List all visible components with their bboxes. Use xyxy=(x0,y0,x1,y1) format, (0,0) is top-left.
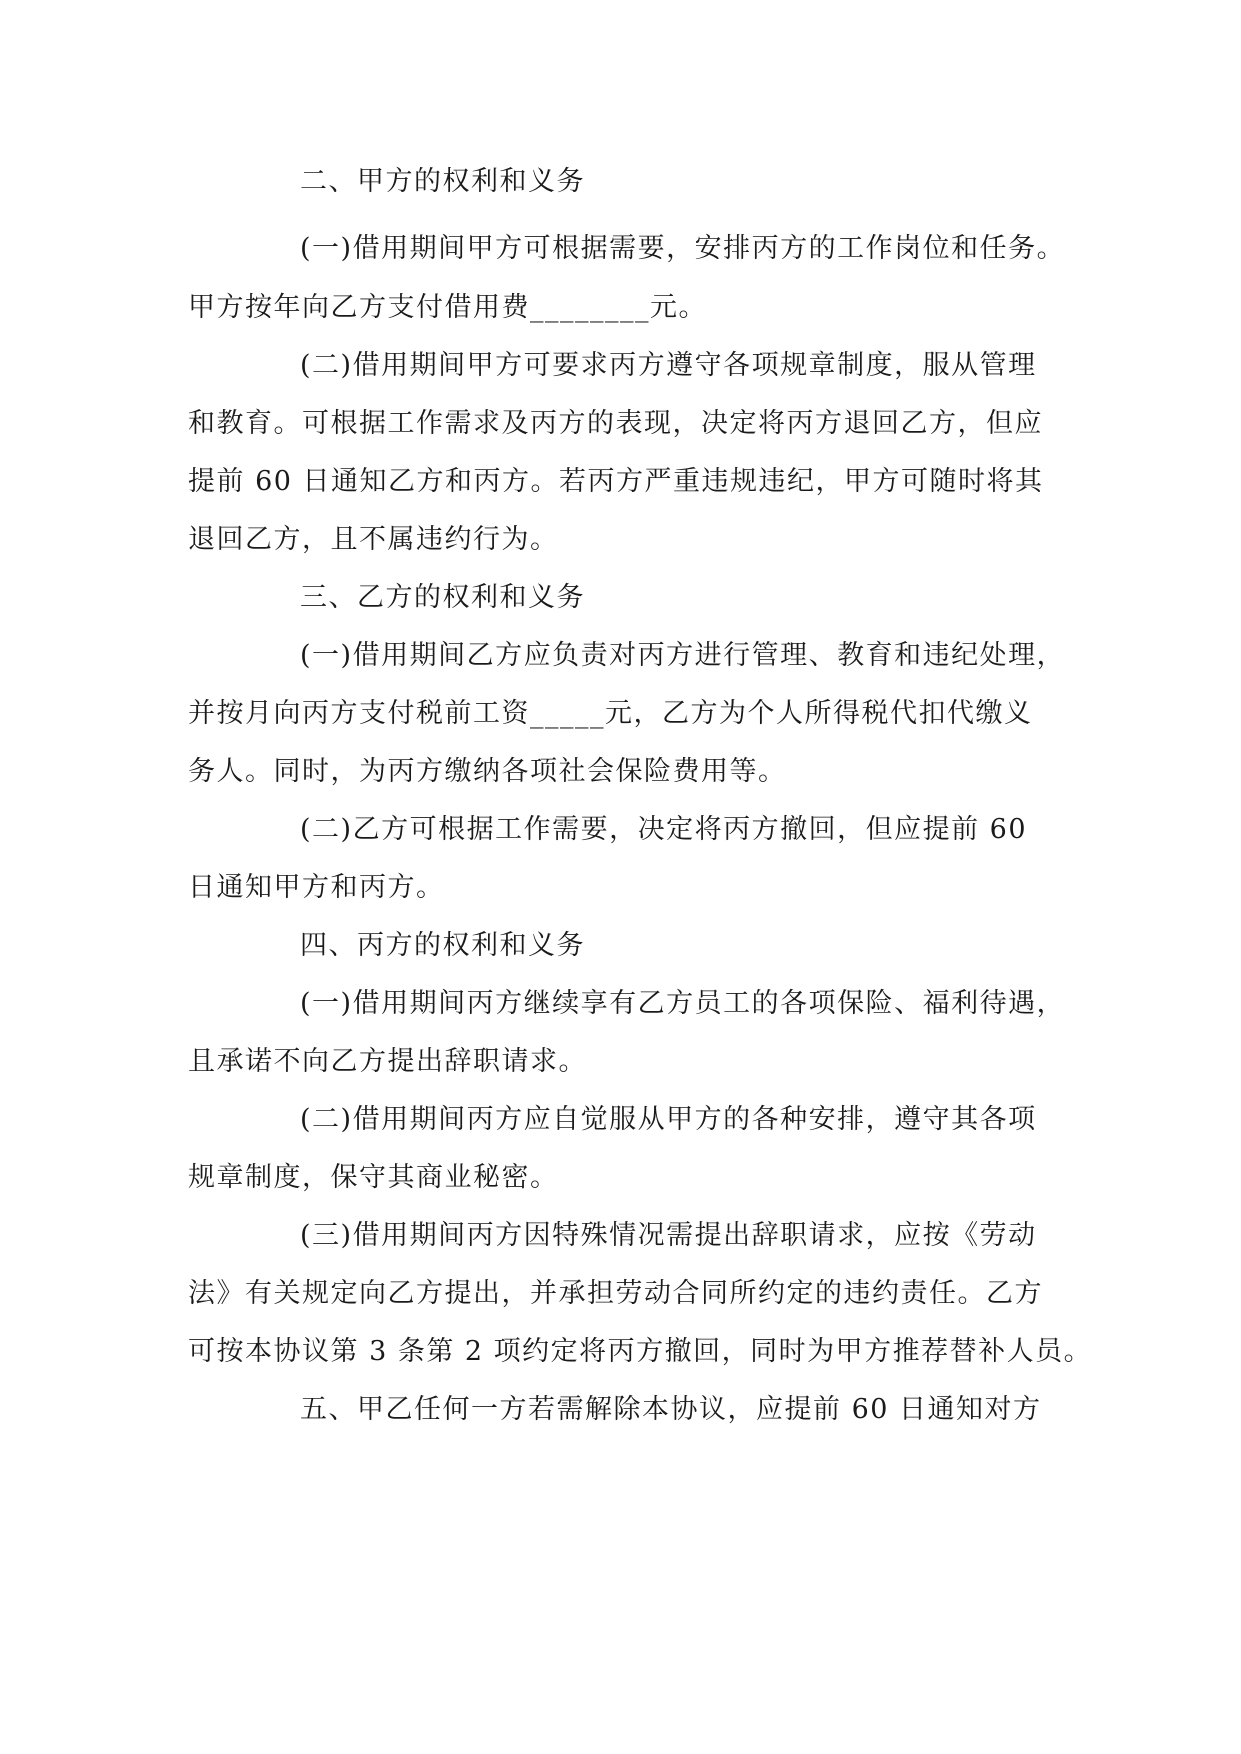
paragraph-line: 并按月向丙方支付税前工资_____元，乙方为个人所得税代扣代缴义 xyxy=(188,698,1033,729)
paragraph-line: 甲方按年向乙方支付借用费________元。 xyxy=(188,292,707,323)
paragraph-line: 规章制度，保守其商业秘密。 xyxy=(188,1162,559,1193)
paragraph-line: 可按本协议第 3 条第 2 项约定将丙方撤回，同时为甲方推荐替补人员。 xyxy=(188,1336,1093,1367)
section-heading-4: 四、丙方的权利和义务 xyxy=(300,930,585,961)
paragraph-line: (三)借用期间丙方因特殊情况需提出辞职请求，应按《劳动 xyxy=(300,1220,1037,1251)
paragraph-line: (二)借用期间甲方可要求丙方遵守各项规章制度，服从管理 xyxy=(300,350,1037,381)
paragraph-line: (一)借用期间乙方应负责对丙方进行管理、教育和违纪处理， xyxy=(300,640,1066,671)
section-heading-3: 三、乙方的权利和义务 xyxy=(300,582,585,613)
paragraph-line: (一)借用期间甲方可根据需要，安排丙方的工作岗位和任务。 xyxy=(300,233,1066,264)
paragraph-line: (二)借用期间丙方应自觉服从甲方的各种安排，遵守其各项 xyxy=(300,1104,1037,1135)
paragraph-line: 提前 60 日通知乙方和丙方。若丙方严重违规违纪，甲方可随时将其 xyxy=(188,466,1044,497)
section-heading-2: 二、甲方的权利和义务 xyxy=(300,166,585,197)
paragraph-line: (一)借用期间丙方继续享有乙方员工的各项保险、福利待遇， xyxy=(300,988,1066,1019)
paragraph-line: 退回乙方，且不属违约行为。 xyxy=(188,524,559,555)
paragraph-line: 法》有关规定向乙方提出，并承担劳动合同所约定的违约责任。乙方 xyxy=(188,1278,1043,1309)
section-heading-5: 五、甲乙任何一方若需解除本协议，应提前 60 日通知对方 xyxy=(300,1394,1042,1425)
paragraph-line: (二)乙方可根据工作需要，决定将丙方撤回，但应提前 60 xyxy=(300,814,1028,845)
paragraph-line: 日通知甲方和丙方。 xyxy=(188,872,445,903)
paragraph-line: 且承诺不向乙方提出辞职请求。 xyxy=(188,1046,587,1077)
paragraph-line: 务人。同时，为丙方缴纳各项社会保险费用等。 xyxy=(188,756,787,787)
paragraph-line: 和教育。可根据工作需求及丙方的表现，决定将丙方退回乙方，但应 xyxy=(188,408,1043,439)
